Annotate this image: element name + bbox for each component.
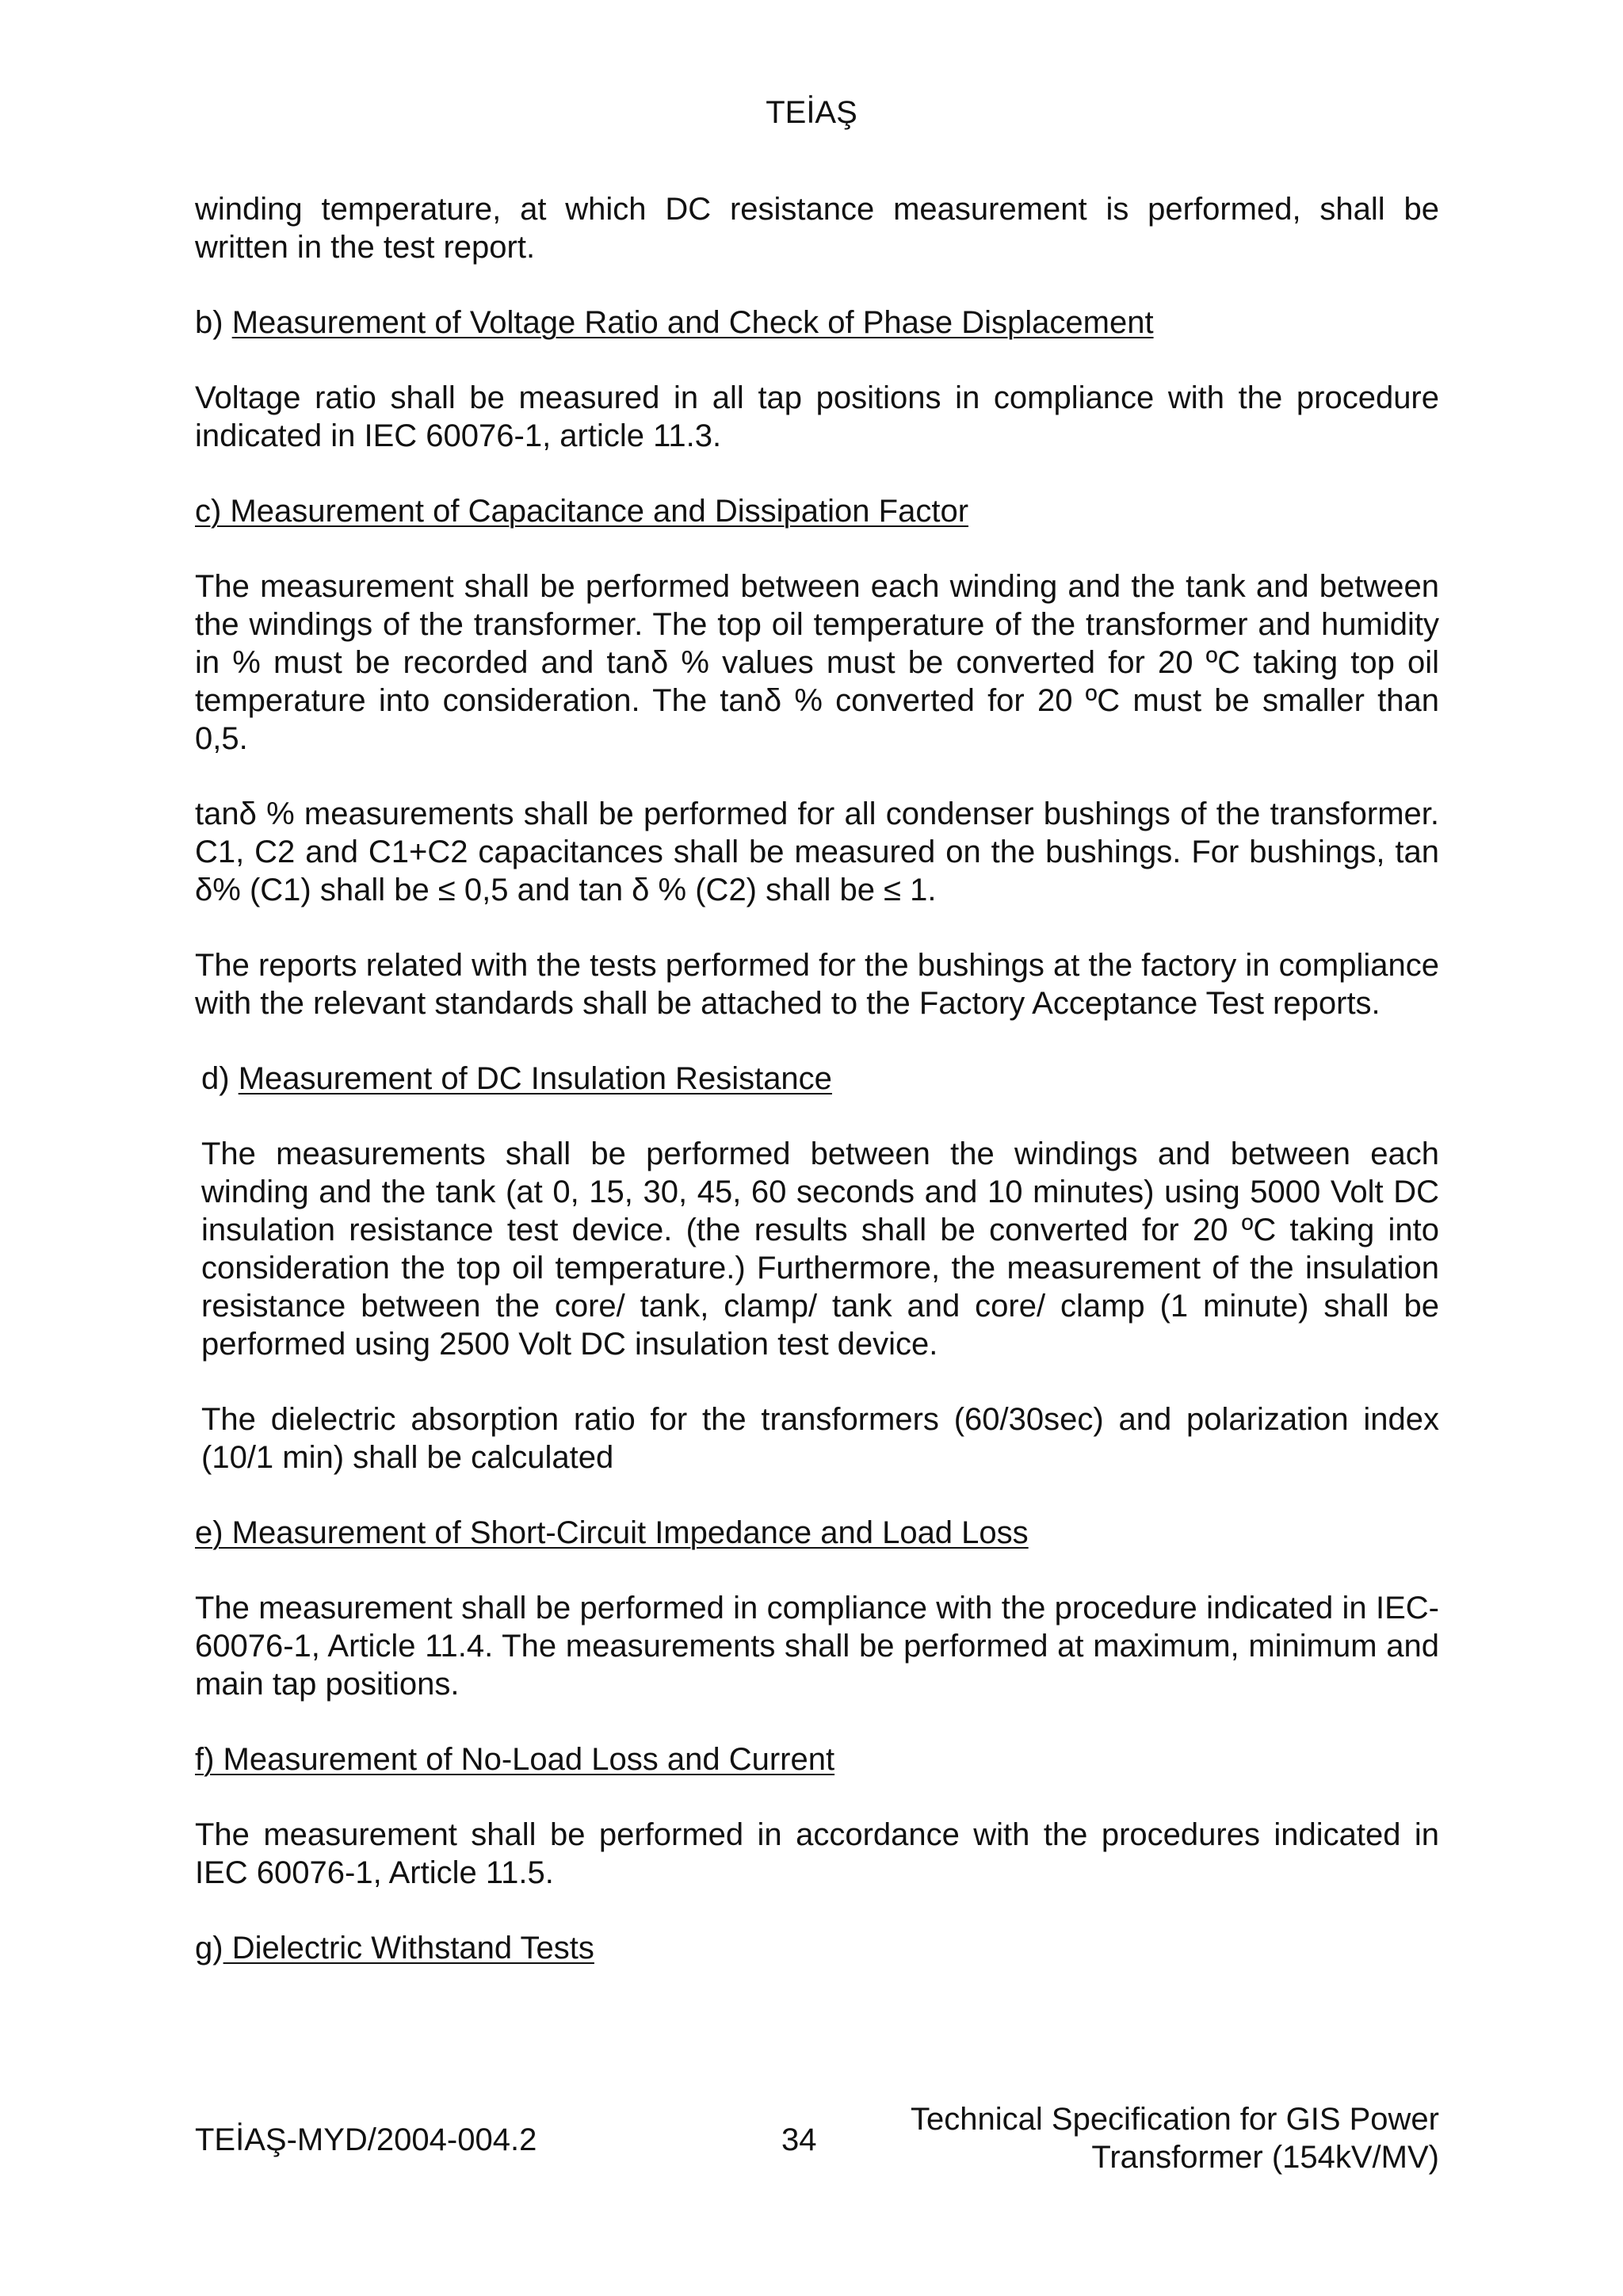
page-header <box>0 94 1623 132</box>
section-b-prefix: b) <box>195 305 232 340</box>
section-f-title: f) Measurement of No-Load Loss and Current <box>195 1742 835 1777</box>
section-e-title: e) Measurement of Short-Circuit Impedance and Load Loss <box>195 1515 1029 1550</box>
footer-spec-line-1: Technical Specification for GIS Power <box>911 2102 1439 2137</box>
section-d-title: Measurement of DC Insulation Resistance <box>238 1061 832 1096</box>
section-e-paragraph: The measurement shall be performed in compliance with the procedure indicated in IEC-60076-1, Article 11.4. The measurements shall be performed at maximum, minimum and main tap positions. <box>195 1591 1439 1702</box>
section-g-title: Dielectric Withstand Tests <box>223 1931 594 1966</box>
section-d-paragraph-2: The dielectric absorption ratio for the transformers (60/30sec) and polarization index (10/1 min) shall be calculated <box>201 1402 1439 1475</box>
section-d-paragraph-1: The measurements shall be performed between the windings and between each winding and the tank (at 0, 15, 30, 45, 60 seconds and 10 minutes) using 5000 Volt DC insulation resistance test device. (the results shall be converted for 20 ºC taking into consideration the top oil temperature.) Furthermore, the measurement of the insulation resistance between the core/ tank, clamp/ tank and core/ clamp (1 minute) shall be performed using 2500 Volt DC insulation test device. <box>201 1137 1439 1362</box>
section-f-paragraph: The measurement shall be performed in accordance with the procedures indicated in IEC 60076-1, Article 11.5. <box>195 1817 1439 1890</box>
section-g-prefix: g) <box>195 1931 223 1966</box>
section-e-heading <box>195 1514 1439 1552</box>
page-footer <box>195 2100 1439 2179</box>
header-title: TEİAŞ <box>766 95 857 130</box>
section-c-paragraph-1: The measurement shall be performed between each winding and the tank and between the windings of the transformer. The top oil temperature of the transformer and humidity in % must be recorded and tanδ % values must be converted for 20 ºC taking top oil temperature into consideration. The tanδ % converted for 20 ºC must be smaller than 0,5. <box>195 569 1439 756</box>
document-body <box>195 190 1439 2004</box>
footer-spec-title <box>911 2100 1439 2176</box>
section-d-heading <box>195 1060 1439 1098</box>
section-b-paragraph: Voltage ratio shall be measured in all tap positions in compliance with the procedure indicated in IEC 60076-1, article 11.3. <box>195 380 1439 453</box>
section-c-paragraph-2: tanδ % measurements shall be performed for all condenser bushings of the transformer. C1, C2 and C1+C2 capacitances shall be measured on the bushings. For bushings, tan δ% (C1) shall be ≤ 0,5 and tan δ % (C2) shall be ≤ 1. <box>195 797 1439 907</box>
footer-spec-line-2: Transformer (154kV/MV) <box>1091 2140 1439 2175</box>
footer-page-number: 34 <box>781 2122 817 2157</box>
section-c-paragraph-3: The reports related with the tests performed for the bushings at the factory in compliance with the relevant standards shall be attached to the Factory Acceptance Test reports. <box>195 948 1439 1021</box>
section-b-heading <box>195 304 1439 342</box>
intro-paragraph: winding temperature, at which DC resistance measurement is performed, shall be written in the test report. <box>195 192 1439 265</box>
section-c-heading <box>195 492 1439 530</box>
section-g-heading <box>195 1929 1439 1967</box>
footer-doc-code: TEİAŞ-MYD/2004-004.2 <box>195 2122 537 2157</box>
section-f-heading <box>195 1740 1439 1778</box>
section-c-title: c) Measurement of Capacitance and Dissipation Factor <box>195 494 969 529</box>
section-b-title: Measurement of Voltage Ratio and Check of Phase Displacement <box>231 305 1154 340</box>
section-d-prefix: d) <box>201 1061 239 1096</box>
